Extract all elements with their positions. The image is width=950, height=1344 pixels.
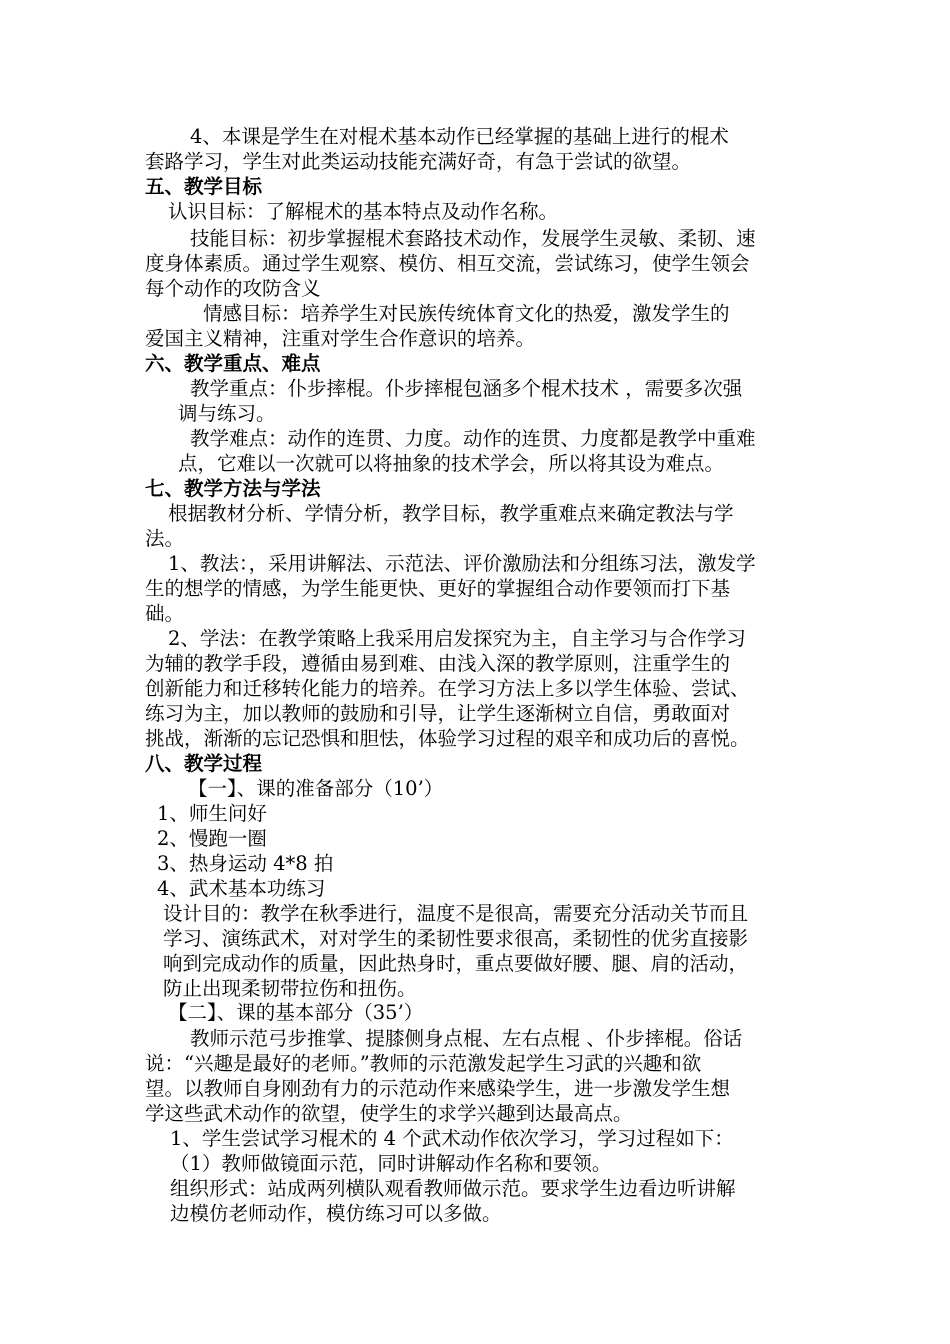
text-line: 法。 xyxy=(145,527,185,550)
text-line: 度身体素质。通过学生观察、模仿、相互交流，尝试练习，使学生领会 xyxy=(145,252,750,275)
text-line: 设计目的：教学在秋季进行，温度不是很高，需要充分活动关节而且 xyxy=(163,902,749,925)
list-item: 1、师生问好 xyxy=(157,802,267,825)
text-line: 说：“兴趣是最好的老师。”教师的示范激发起学生习武的兴趣和欲 xyxy=(145,1052,702,1075)
text-line: 认识目标：了解棍术的基本特点及动作名称。 xyxy=(168,200,559,223)
text-line: 教师示范弓步推掌、提膝侧身点棍、左右点棍 、仆步摔棍。俗话 xyxy=(190,1027,743,1050)
list-item: 3、热身运动 4*8 拍 xyxy=(157,852,334,875)
section-heading: 八、教学过程 xyxy=(145,752,263,775)
text-line: 教学难点：动作的连贯、力度。动作的连贯、力度都是教学中重难 xyxy=(190,427,756,450)
text-line: 挑战，渐渐的忘记恐惧和胆怯，体验学习过程的艰辛和成功后的喜悦。 xyxy=(145,727,750,750)
section-heading: 七、教学方法与学法 xyxy=(145,477,321,500)
text-line: 4、本课是学生在对棍术基本动作已经掌握的基础上进行的棍术 xyxy=(190,125,729,148)
list-item: 4、武术基本功练习 xyxy=(157,877,326,900)
text-line: 望。以教师自身刚劲有力的示范动作来感染学生，进一步激发学生想 xyxy=(145,1077,731,1100)
text-line: 创新能力和迁移转化能力的培养。在学习方法上多以学生体验、尝试、 xyxy=(145,677,750,700)
text-line: 响到完成动作的质量，因此热身时，重点要做好腰、腿、肩的活动， xyxy=(163,952,749,975)
text-line: 爱国主义精神，注重对学生合作意识的培养。 xyxy=(145,327,536,350)
text-line: 技能目标：初步掌握棍术套路技术动作，发展学生灵敏、柔韧、速 xyxy=(190,227,756,250)
text-line: 组织形式：站成两列横队观看教师做示范。要求学生边看边听讲解 xyxy=(170,1177,736,1200)
text-line: （1）教师做镜面示范，同时讲解动作名称和要领。 xyxy=(170,1152,612,1175)
subsection-heading: 【二】、课的基本部分（35’） xyxy=(168,1001,424,1024)
list-item: 2、慢跑一圈 xyxy=(157,827,267,850)
text-line: 边模仿老师动作，模仿练习可以多做。 xyxy=(170,1202,502,1225)
text-line: 学这些武术动作的欲望，使学生的求学兴趣到达最高点。 xyxy=(145,1102,633,1125)
text-line: 生的想学的情感，为学生能更快、更好的掌握组合动作要领而打下基 xyxy=(145,577,731,600)
text-line: 础。 xyxy=(145,602,185,625)
text-line: 2、学法：在教学策略上我采用启发探究为主，自主学习与合作学习 xyxy=(168,627,746,650)
text-line: 调与练习。 xyxy=(178,402,276,425)
subsection-heading: 【一】、课的准备部分（10’） xyxy=(188,777,444,800)
text-line: 套路学习，学生对此类运动技能充满好奇，有急于尝试的欲望。 xyxy=(145,150,692,173)
text-line: 情感目标：培养学生对民族传统体育文化的热爱，激发学生的 xyxy=(203,302,730,325)
text-line: 每个动作的攻防含义 xyxy=(145,277,321,300)
text-line: 1、教法：，采用讲解法、示范法、评价激励法和分组练习法，激发学 xyxy=(168,552,756,575)
text-line: 1、学生尝试学习棍术的 4 个武术动作依次学习，学习过程如下： xyxy=(170,1127,734,1150)
text-line: 教学重点：仆步摔棍。仆步摔棍包涵多个棍术技术 ，需要多次强 xyxy=(190,377,743,400)
text-line: 练习为主，加以教师的鼓励和引导，让学生逐渐树立自信，勇敢面对 xyxy=(145,702,731,725)
text-line: 为辅的教学手段，遵循由易到难、由浅入深的教学原则，注重学生的 xyxy=(145,652,731,675)
text-line: 防止出现柔韧带拉伤和扭伤。 xyxy=(163,977,417,1000)
text-line: 根据教材分析、学情分析，教学目标，教学重难点来确定教法与学 xyxy=(168,502,734,525)
section-heading: 五、教学目标 xyxy=(145,175,263,198)
text-line: 点，它难以一次就可以将抽象的技术学会，所以将其设为难点。 xyxy=(178,452,725,475)
text-line: 学习、演练武术，对对学生的柔韧性要求很高，柔韧性的优劣直接影 xyxy=(163,927,749,950)
section-heading: 六、教学重点、难点 xyxy=(145,352,321,375)
